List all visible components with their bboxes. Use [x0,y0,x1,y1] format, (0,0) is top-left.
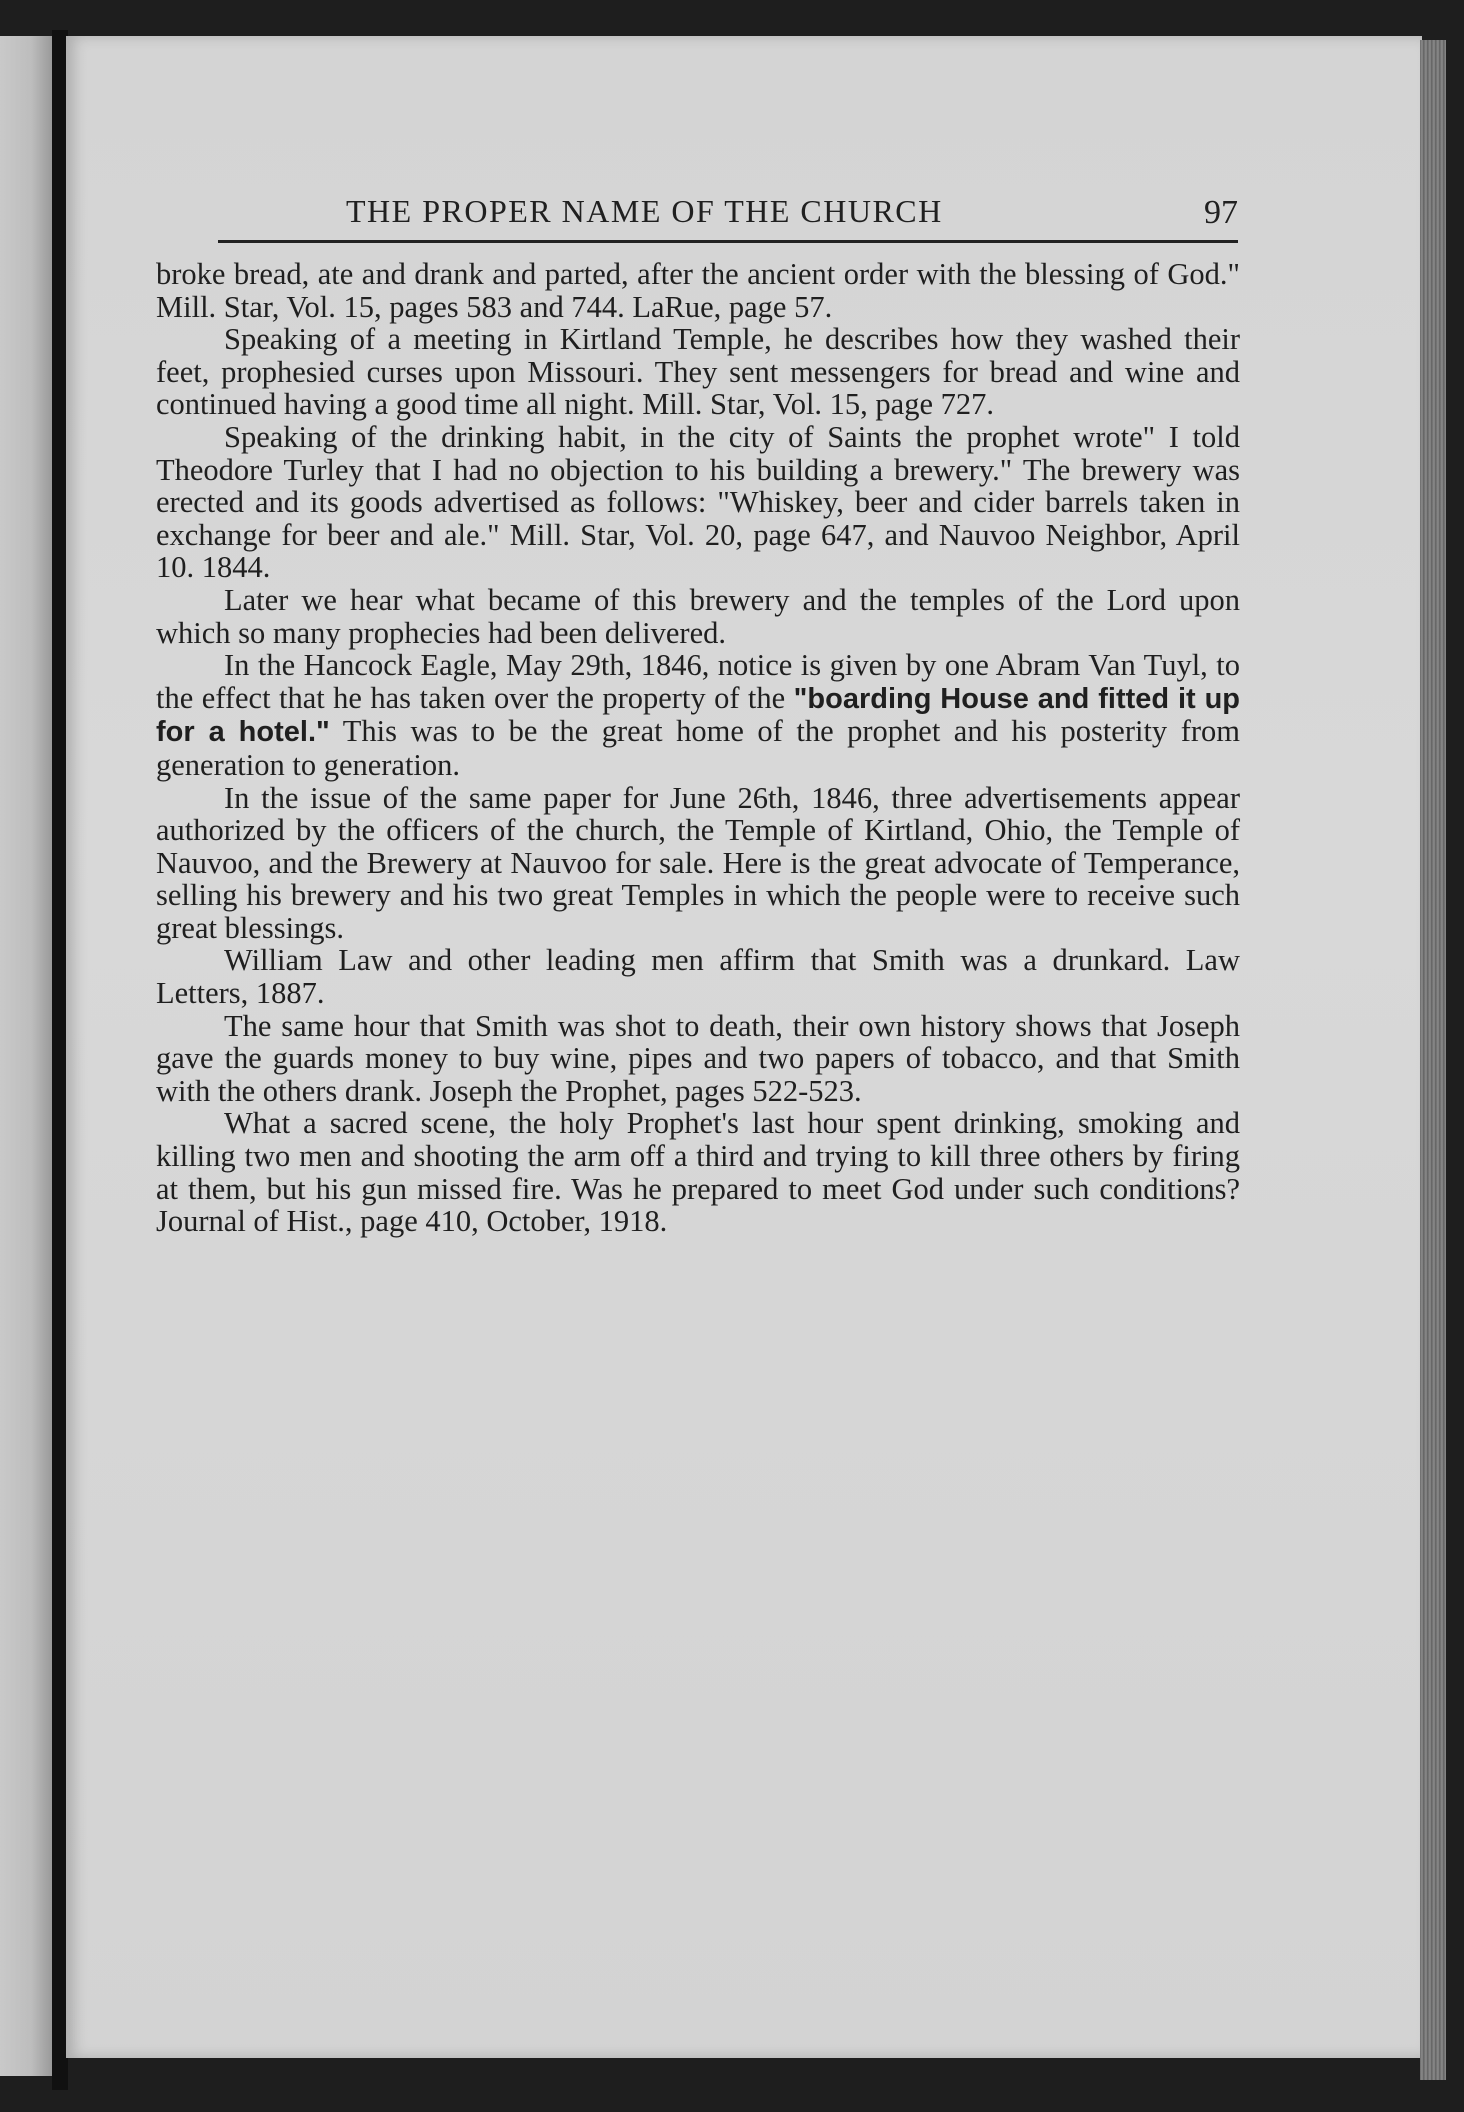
bold-quotation: "boarding House and fitted it up for a hotel." [156,682,1240,749]
paragraph-text: In the Hancock Eagle, May 29th, 1846, notice is given by one Abram Van Tuyl, to the effect that he has taken over the property of the [156,648,1240,715]
paragraph: The same hour that Smith was shot to death, their own history shows that Joseph gave the guards money to buy wine, pipes and two papers of tobacco, and that Smith with the others drank. Joseph the Prophet, pages 522-523. [156,1008,1240,1108]
running-header [218,188,1238,243]
paragraph: Speaking of the drinking habit, in the city of Saints the prophet wrote" I told Theodore Turley that I had no objection to his building a brewery." The brewery was erected and its goods advertised as follows: "Whiskey, beer and cider barrels taken in exchange for beer and ale." Mill. Star, Vol. 20, page 647, and Nauvoo Neighbor, April 10. 1844. [156,419,1240,585]
paragraph: Later we hear what became of this brewery and the temples of the Lord upon which so many prophecies had been delivered. [156,582,1240,650]
paragraph-hancock-eagle [156,649,1240,781]
paragraph-text: This was to be the great home of the prophet and his posterity from generation to generation. [156,714,1240,782]
body-text [156,258,1240,1238]
paragraph: William Law and other leading men affirm that Smith was a drunkard. Law Letters, 1887. [156,943,1240,1011]
paragraph: Speaking of a meeting in Kirtland Temple, he describes how they washed their feet, prophesied curses upon Missouri. They sent messengers for bread and wine and continued having a good time all night. Mill. Star, Vol. 15, page 727. [156,322,1240,422]
paragraph-continued: broke bread, ate and drank and parted, after the ancient order with the blessing of God." Mill. Star, Vol. 15, pages 583 and 744. LaRue, page 57. [156,257,1240,324]
paragraph: In the issue of the same paper for June 26th, 1846, three advertisements appear authorized by the officers of the church, the Temple of Kirtland, Ohio, the Temple of Nauvoo, and the Brewery at Nauvoo for sale. Here is the great advocate of Temperance, selling his brewery and his two great Temples in which the people were to receive such great blessings. [156,780,1240,945]
facing-page-edge [0,36,52,2076]
running-title: THE PROPER NAME OF THE CHURCH [346,193,943,229]
paragraph: What a sacred scene, the holy Prophet's last hour spent drinking, smoking and killing two men and shooting the arm off a third and trying to kill three others by firing at them, but his gun missed fire. Was he prepared to meet God under such conditions? Journal of Hist., page 410, October, 1918. [156,1106,1240,1239]
page-number: 97 [1204,194,1238,231]
page-stack-edge [1420,40,1446,2080]
